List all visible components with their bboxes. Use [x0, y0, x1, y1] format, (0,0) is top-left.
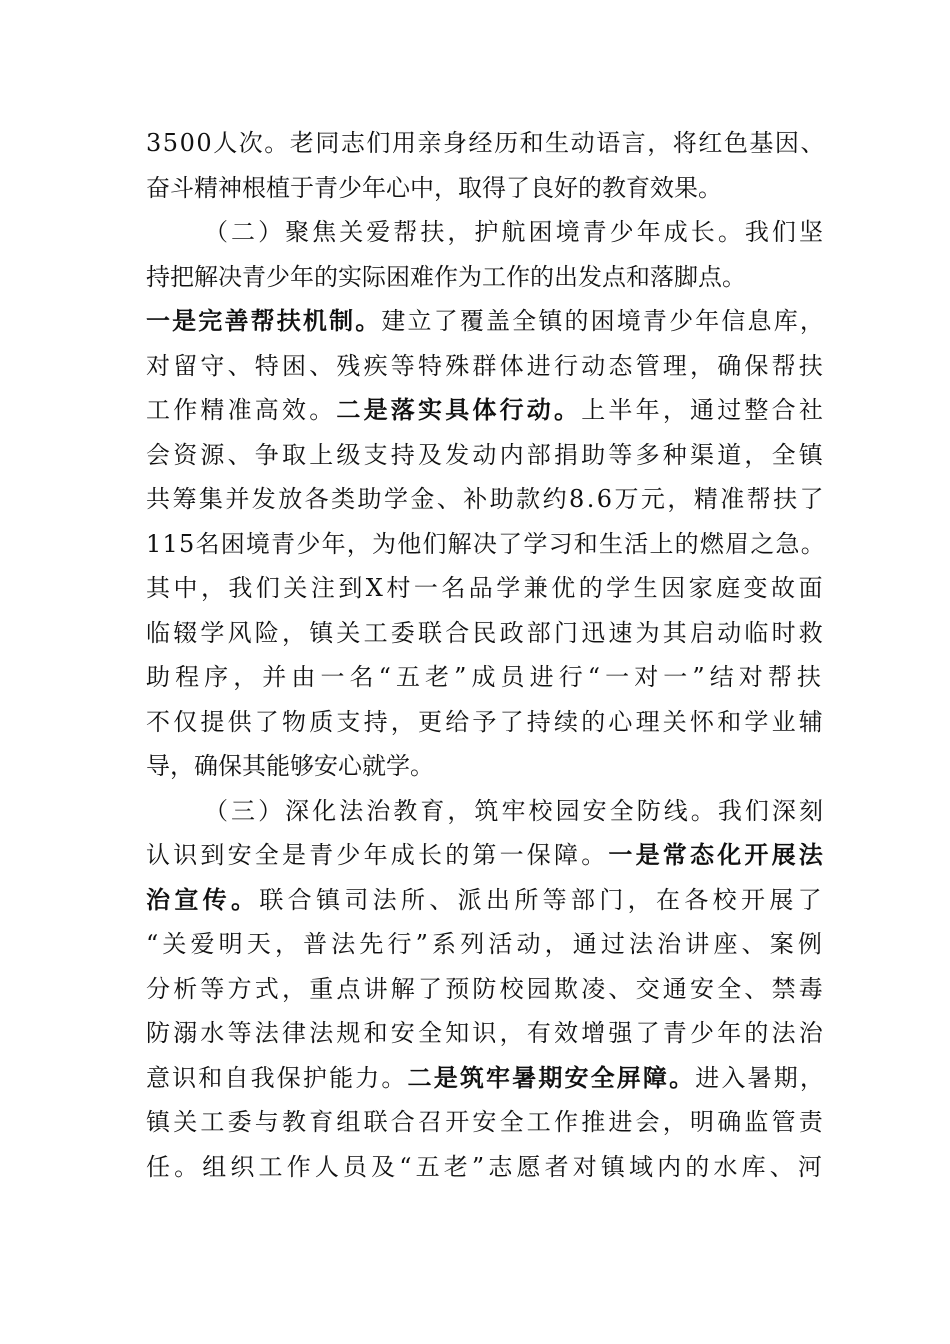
text-line — [146, 1056, 826, 1101]
text-run: 建立了覆盖全镇的困境青少年信息库， — [381, 307, 826, 335]
text-run: 助程序，并由一名“五老”成员进行“一对一”结对帮扶 — [146, 663, 826, 691]
text-line — [146, 166, 826, 211]
text-line — [146, 1145, 826, 1190]
bold-text-run: 二是筑牢暑期安全屏障。 — [407, 1062, 696, 1092]
text-run: 上半年，通过整合社 — [581, 396, 826, 424]
text-run: 进入暑期， — [695, 1063, 826, 1092]
text-line — [146, 299, 826, 344]
text-run: 认识到安全是青少年成长的第一保障。 — [146, 841, 609, 869]
text-line — [146, 344, 826, 389]
text-run: “关爱明天，普法先行”系列活动，通过法治讲座、案例 — [146, 930, 826, 958]
text-run: 镇关工委与教育组联合召开安全工作推进会，明确监管责 — [146, 1108, 826, 1136]
text-line — [146, 744, 826, 789]
bold-text-run: 治宣传。 — [146, 884, 260, 914]
text-line — [146, 1100, 826, 1145]
text-line — [146, 922, 826, 967]
text-line — [146, 967, 826, 1012]
text-line — [146, 1011, 826, 1056]
text-run: 会资源、争取上级支持及发动内部捐助等多种渠道，全镇 — [146, 440, 826, 469]
text-run: 工作精准高效。 — [146, 396, 337, 424]
section-heading-line — [146, 789, 826, 834]
text-line — [146, 522, 826, 567]
text-line — [146, 566, 826, 611]
text-run: 共筹集并发放各类助学金、补助款约8.6万元，精准帮扶了 — [146, 485, 826, 513]
text-line — [146, 433, 826, 478]
text-run: （三）深化法治教育，筑牢校园安全防线。我们深刻 — [204, 796, 826, 825]
text-run: 持把解决青少年的实际困难作为工作的出发点和落脚点。 — [146, 262, 746, 291]
text-run: 意识和自我保护能力。 — [146, 1063, 408, 1092]
text-run: 导，确保其能够安心就学。 — [146, 752, 434, 780]
text-run: 临辍学风险，镇关工委联合民政部门迅速为其启动临时救 — [146, 618, 826, 647]
body-text — [146, 121, 826, 1189]
text-run: 防溺水等法律法规和安全知识，有效增强了青少年的法治 — [146, 1019, 826, 1047]
text-line — [146, 700, 826, 745]
text-run: 分析等方式，重点讲解了预防校园欺凌、交通安全、禁毒 — [146, 974, 826, 1003]
text-run: 任。组织工作人员及“五老”志愿者对镇域内的水库、河 — [146, 1152, 826, 1181]
text-line — [146, 833, 826, 878]
text-run: 3500人次。老同志们用亲身经历和生动语言，将红色基因、 — [146, 129, 826, 157]
text-run: 115名困境青少年，为他们解决了学习和生活上的燃眉之急。 — [146, 529, 826, 558]
text-line — [146, 388, 826, 433]
text-run: 对留守、特困、残疾等特殊群体进行动态管理，确保帮扶 — [146, 351, 826, 380]
bold-text-run: 一是常态化开展法 — [608, 840, 826, 869]
text-line — [146, 878, 826, 923]
text-run: 联合镇司法所、派出所等部门，在各校开展了 — [259, 885, 826, 914]
text-run: 其中，我们关注到X村一名品学兼优的学生因家庭变故面 — [146, 574, 826, 602]
text-line — [146, 477, 826, 522]
text-line — [146, 255, 826, 300]
text-line — [146, 611, 826, 656]
text-run: 不仅提供了物质支持，更给予了持续的心理关怀和学业辅 — [146, 707, 826, 736]
text-line — [146, 121, 826, 166]
text-run: 奋斗精神根植于青少年心中，取得了良好的教育效果。 — [146, 173, 722, 202]
bold-text-run: 一是完善帮扶机制。 — [146, 306, 382, 335]
text-line — [146, 655, 826, 700]
bold-text-run: 二是落实具体行动。 — [336, 395, 582, 424]
text-run: （二）聚焦关爱帮扶，护航困境青少年成长。我们坚 — [204, 218, 826, 246]
section-heading-line — [146, 210, 826, 255]
